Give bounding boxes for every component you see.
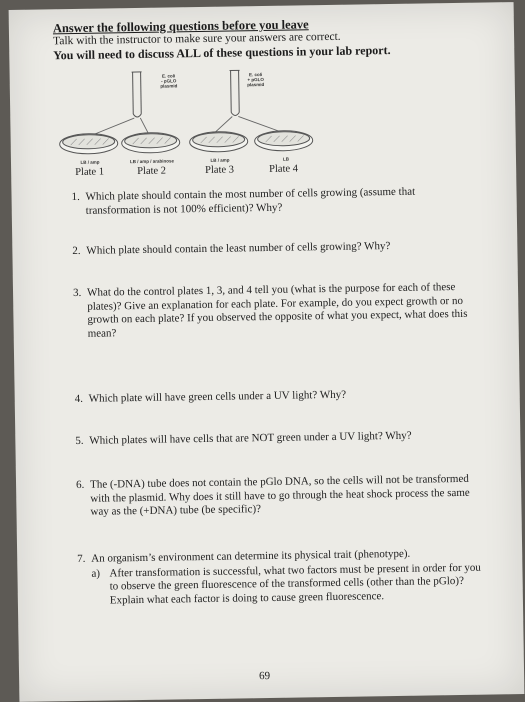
question-text: What do the control plates 1, 3, and 4 tell you (what is the purpose for each of these plates)? Give an explanation for each plate. For example, do you expect growth or no growth on each plate? If you observed the opposite of what you expect, what does this mean? [87,281,468,339]
question-number: 3. [73,287,81,301]
tube-right-label-line3: plasmid [244,82,268,87]
question-5 [89,429,479,449]
tube-right-label-line2: + pGLO [244,77,268,82]
question-number: 7. [77,553,85,567]
question-number: 4. [75,393,83,407]
question-text: Which plate should contain the least number of cells growing? Why? [86,240,390,257]
question-3 [87,281,478,341]
tube-left [132,72,143,117]
page-number: 69 [259,670,270,682]
plate-4-media: LB [271,156,301,161]
plates-diagram [53,55,355,180]
tube-left-label-line2: - pGLO [157,78,181,83]
question-2 [86,239,476,259]
tube-right [230,70,241,115]
tube-left-label [157,73,181,88]
plate-1-media: LB / amp [75,160,105,165]
question-text: Which plates will have cells that are NOT green under a UV light? Why? [89,430,411,447]
tube-right-label-line1: E. coli [244,72,268,77]
header-line-3: You will need to discuss ALL of these questions in your lab report. [53,41,493,63]
tube-right-label [244,72,268,87]
sub-question-label: a) [91,567,100,581]
question-number: 2. [72,245,80,259]
plate-3-media: LB / amp [205,157,235,162]
sub-question-text: After transformation is successful, what two factors must be present in order for you to observe the green fluorescence of the transformed cells (other than the pGlo)? Explain what each factor is doing to cause green fluorescence. [109,561,481,606]
question-number: 1. [71,191,79,205]
petri-plates [60,130,313,154]
question-6 [90,473,481,520]
plate-3-label: Plate 3 [205,164,234,175]
question-7a [91,561,482,608]
question-text: Which plate will have green cells under a UV light? Why? [89,389,347,405]
plate-2-label: Plate 2 [137,166,166,177]
question-number: 6. [76,479,84,493]
plate-2-media: LB / amp / arabinose [129,158,175,164]
tube-left-label-line3: plasmid [157,83,181,88]
question-7 [91,547,482,608]
plate-4-label: Plate 4 [269,163,298,174]
tube-left-label-line1: E. coli [157,73,181,78]
question-text: The (-DNA) tube does not contain the pGlo DNA, so the cells will not be transformed with the plasmid. Why does it still have to go through the heat shock process the same way as the (+DNA) tube (be specific)? [90,473,470,518]
worksheet-page [9,2,525,702]
arrows [90,116,280,136]
header-title: Answer the following questions before you leave [53,14,493,35]
question-1 [85,185,475,218]
question-4 [89,387,479,407]
question-text: An organism’s environment can determine its physical trait (phenotype). [91,548,410,565]
question-number: 5. [75,435,83,449]
header-line-2: Talk with the instructor to make sure your answers are correct. [53,28,493,48]
question-text: Which plate should contain the most number of cells growing (assume that transformation is not 100% efficient)? Why? [85,186,415,217]
plate-1-label: Plate 1 [75,167,104,178]
